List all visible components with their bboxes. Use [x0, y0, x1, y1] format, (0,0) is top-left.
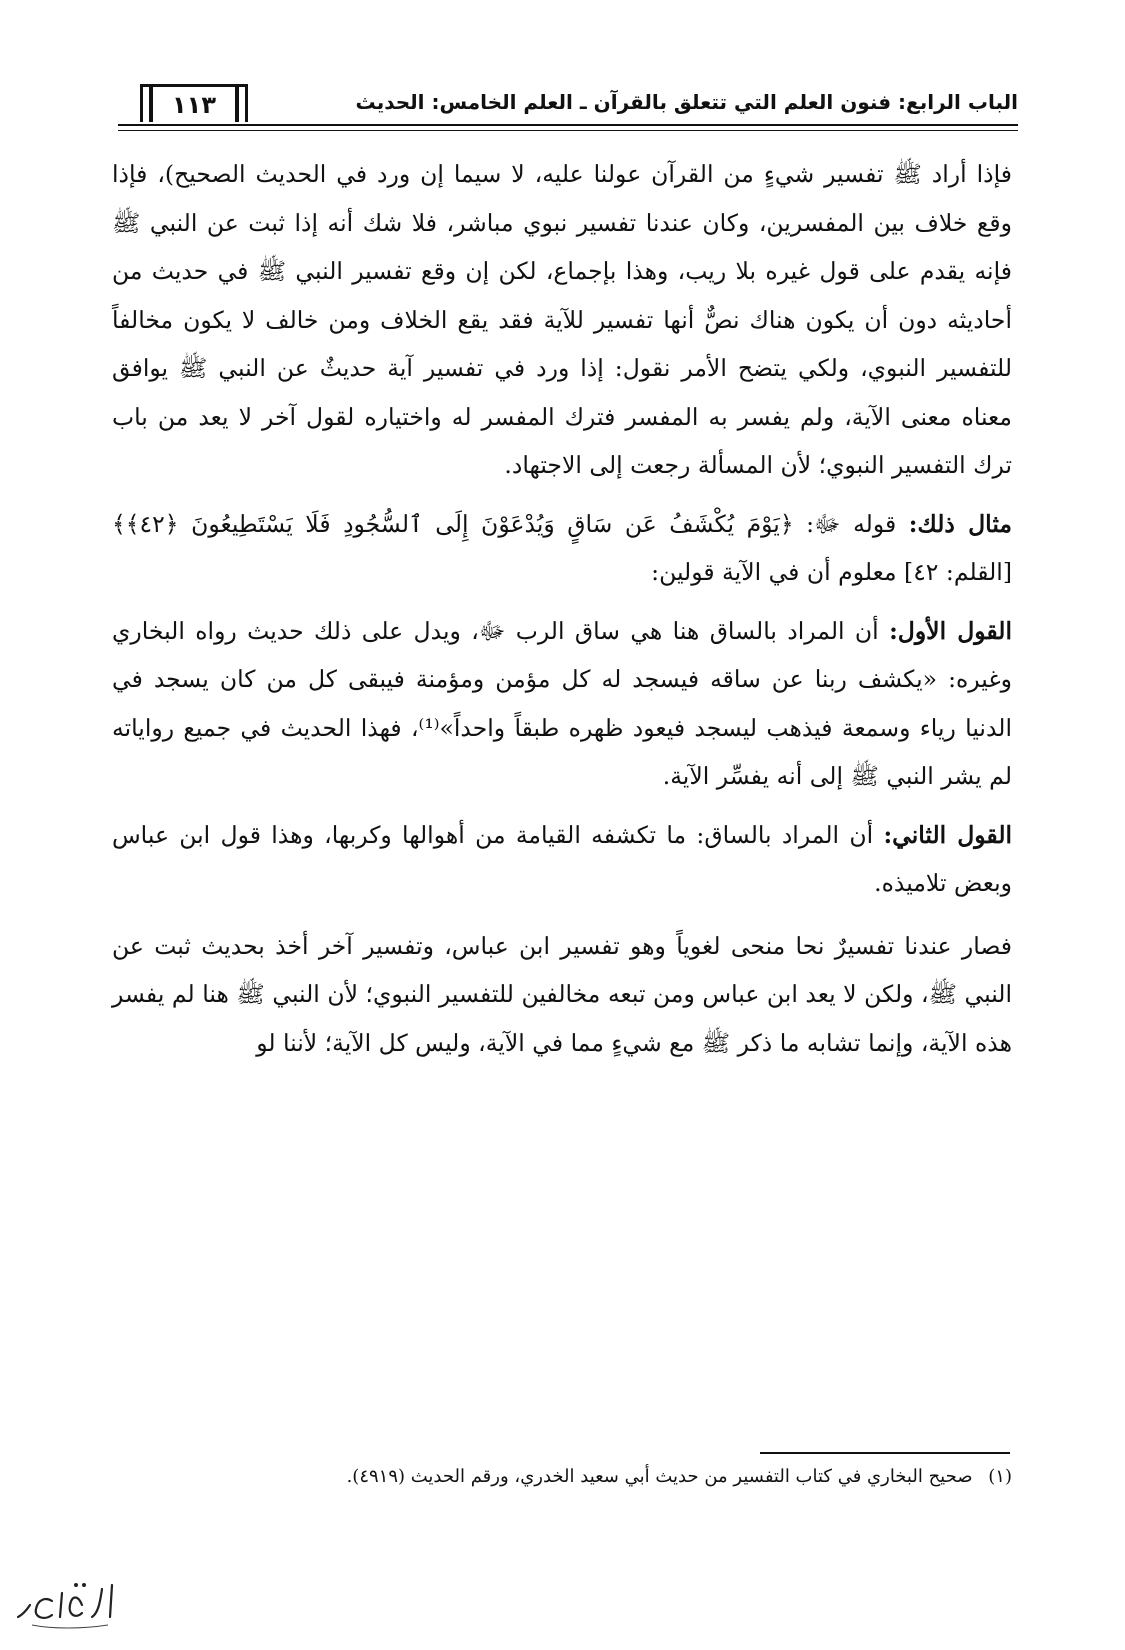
paragraph-lead: القول الثاني:	[883, 820, 1013, 849]
footnote-separator	[760, 1452, 1010, 1454]
paragraph-1	[112, 150, 1012, 490]
header-rule	[118, 124, 1018, 126]
paragraph-4	[112, 811, 1012, 908]
paragraph-text: فصار عندنا تفسيرٌ نحا منحى لغوياً وهو تفسير ابن عباس، وتفسير آخر أخذ بحديث ثبت عن النبي ﷺ، ولكن لا يعد ابن عباس ومن تبعه مخالفين للتفسير النبوي؛ لأن النبي ﷺ هنا لم يفسر هذه الآية، وإنما تشابه ما ذكر ﷺ مع شيءٍ مما في الآية، وليس كل الآية؛ لأننا لو	[112, 931, 1012, 1057]
paragraph-text: قوله ﷻ: ﴿يَوْمَ يُكْشَفُ عَن سَاقٍ وَيُدْعَوْنَ إِلَى ٱلسُّجُودِ فَلَا يَسْتَطِيعُونَ ﴿٤٢﴾﴾ [القلم: ٤٢] معلوم أن في الآية قولين:	[112, 509, 1012, 586]
running-title: الباب الرابع: فنون العلم التي تتعلق بالقرآن ـ العلم الخامس: الحديث	[355, 90, 1018, 114]
paragraph-text: أن المراد بالساق هنا هي ساق الرب ﷻ، ويدل على ذلك حديث رواه البخاري وغيره: «يكشف ربنا عن ساقه فيسجد له كل مؤمن ومؤمنة فيبقى كل من كان يسجد في الدنيا رياء وسمعة فيذهب ليسجد فيعود ظهره طبقاً واحداً»⁽¹⁾، فهذا الحديث في جميع رواياته لم يشر النبي ﷺ إلى أنه يفسِّر الآية.	[112, 616, 1012, 790]
page-number: ١١٣	[140, 84, 248, 122]
paragraph-lead: مثال ذلك:	[908, 509, 1012, 538]
paragraph-text: فإذا أراد ﷺ تفسير شيءٍ من القرآن عولنا عليه، لا سيما إن ورد في الحديث الصحيح)، فإذا وقع خلاف بين المفسرين، وكان عندنا تفسير نبوي مباشر، فلا شك أنه إذا ثبت عن النبي ﷺ فإنه يقدم على قول غيره بلا ريب، وهذا بإجماع، لكن إن وقع تفسير النبي ﷺ في حديث من أحاديثه دون أن يكون هناك نصٌّ أنها تفسير للآية فقد يقع الخلاف ومن خالف لا يكون مخالفاً للتفسير النبوي، ولكي يتضح الأمر نقول: إذا ورد في تفسير آية حديثٌ عن النبي ﷺ يوافق معناه معنى الآية، ولم يفسر به المفسر فترك المفسر له واختياره لقول آخر لا يعد من باب ترك التفسير النبوي؛ لأن المسألة رجعت إلى الاجتهاد.	[112, 160, 1012, 479]
paragraph-text: أن المراد بالساق: ما تكشفه القيامة من أهوالها وكربها، وهذا قول ابن عباس وبعض تلاميذه.	[112, 820, 1012, 897]
footnote-number: (١)	[988, 1466, 1012, 1487]
page-header	[118, 78, 1018, 142]
paragraph-3	[112, 607, 1012, 801]
header-rule-thin	[118, 130, 1018, 131]
paragraph-lead: القول الأول:	[889, 616, 1012, 645]
calligraphy-logo-icon	[12, 1575, 122, 1635]
main-text	[112, 150, 1012, 1077]
paragraph-2	[112, 500, 1012, 597]
paragraph-5	[112, 922, 1012, 1068]
footnote-text: صحيح البخاري في كتاب التفسير من حديث أبي سعيد الخدري، ورقم الحديث (٤٩١٩).	[346, 1466, 973, 1487]
footnote	[112, 1460, 1012, 1494]
